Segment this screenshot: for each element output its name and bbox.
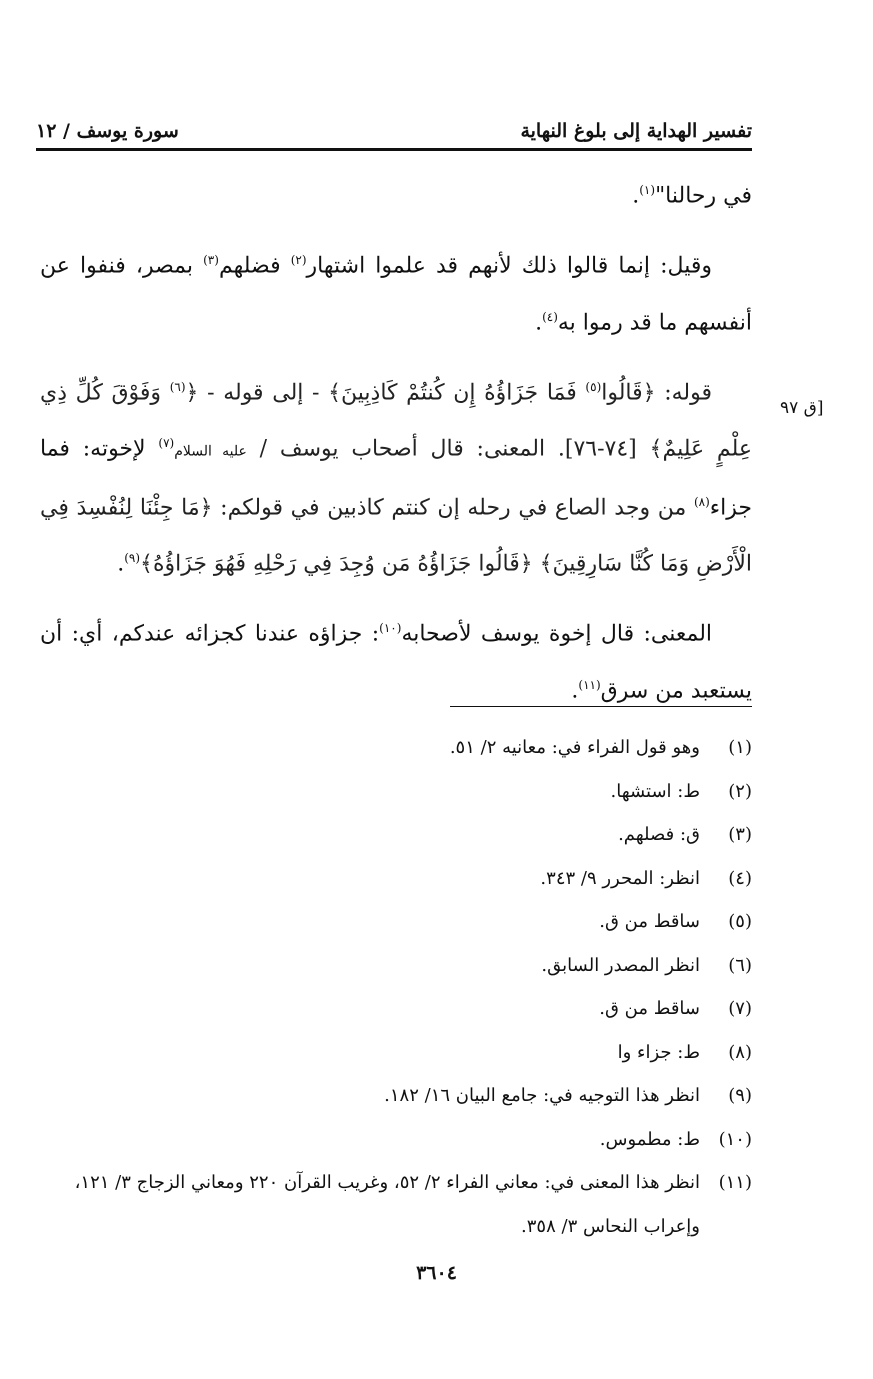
footnote — [40, 857, 752, 901]
honorific: عليه السلام — [174, 443, 247, 460]
text: وَفَوْقَ كُلِّ ذِي عِلْمٍ عَلِيمٌ﴾ [٧٤-٧٦]. المعنى: قال أصحاب يوسف / — [40, 380, 752, 462]
footnote — [40, 1074, 752, 1118]
footnote-text: ساقط من ق. — [599, 998, 700, 1019]
footnote-ref-7: (٧) — [158, 436, 175, 451]
footnote — [40, 1118, 752, 1162]
text: وقيل: إنما قالوا ذلك لأنهم قد علموا اشتهار — [306, 253, 712, 279]
text: لإخوته: فما جزاء — [40, 436, 752, 520]
text: المعنى: قال إخوة يوسف لأصحابه — [401, 621, 713, 647]
text: . — [117, 551, 125, 577]
surah-label: سورة يوسف / ١٢ — [36, 120, 179, 142]
footnote-ref-8: (٨) — [693, 494, 710, 509]
paragraph-1 — [40, 165, 752, 221]
footnote-ref-10: (١٠) — [379, 621, 402, 636]
text: قوله: ﴿قَالُوا — [601, 380, 712, 406]
footnote-text: انظر هذا المعنى في: معاني الفراء ٢/ ٥٢، وغريب القرآن ٢٢٠ ومعاني الزجاج ٣/ ١٢١، وإعراب النحاس ٣/ ٣٥٨. — [74, 1172, 700, 1237]
footnote-number: (٩) — [728, 1085, 752, 1106]
footnote — [40, 770, 752, 814]
running-header — [36, 110, 752, 142]
footnote-text: وهو قول الفراء في: معانيه ٢/ ٥١. — [449, 737, 700, 758]
footnote-ref-11: (١١) — [578, 677, 601, 692]
footnote-ref-3: (٣) — [203, 253, 219, 268]
footnote-number: (٨) — [728, 1041, 752, 1063]
text: . — [571, 677, 579, 703]
footnote-number: (١١) — [718, 1172, 752, 1193]
text: : جزاؤه عندنا كجزائه عندكم، أي: أن يستعبد من سرق — [40, 621, 752, 703]
footnote-number: (١) — [728, 737, 752, 758]
footnote-ref-6: (٦) — [169, 379, 186, 394]
text: فضلهم — [218, 253, 291, 279]
footnote — [40, 726, 752, 770]
footnote-text: ساقط من ق. — [599, 911, 700, 932]
footnote — [40, 1031, 752, 1075]
footnote-ref-5: (٥) — [585, 379, 602, 394]
header-rule — [36, 148, 752, 151]
footnote — [40, 1161, 752, 1248]
footnote — [40, 987, 752, 1031]
text: . — [535, 309, 543, 335]
footnote-text: ق: فصلهم. — [618, 824, 700, 845]
text: . — [632, 183, 640, 209]
footnote-text: ط: جزاء وا — [617, 1041, 700, 1063]
footnote-ref-4: (٤) — [542, 309, 558, 324]
footnote-text: انظر المصدر السابق. — [541, 954, 700, 976]
footnote-number: (٤) — [728, 867, 752, 889]
footnote-number: (٣) — [728, 824, 752, 845]
footnote-ref-9: (٩) — [124, 550, 141, 565]
footnote-text: انظر: المحرر ٩/ ٣٤٣. — [540, 867, 700, 889]
footnote-separator — [450, 706, 752, 707]
footnote — [40, 944, 752, 988]
footnote-ref-2: (٢) — [290, 253, 307, 268]
main-text — [40, 165, 752, 716]
book-title: تفسير الهداية إلى بلوغ النهاية — [520, 120, 752, 142]
text: في رحالنا" — [655, 183, 752, 209]
text: بمصر، فنفوا عن أنفسهم ما قد رموا به — [40, 253, 752, 335]
footnote-number: (٦) — [728, 954, 752, 976]
footnote-number: (٥) — [728, 911, 752, 932]
footnote-ref-1: (١) — [639, 183, 656, 197]
text: من وجد الصاع في رحله إن كنتم كاذبين في قولكم: ﴿مَا جِئْنَا لِنُفْسِدَ فِي الْأَرْضِ وَمَا كُنَّا سَارِقِينَ﴾ ﴿قَالُوا جَزَاؤُهُ مَن وُجِدَ فِي رَحْلِهِ فَهُوَ جَزَاؤُهُ﴾ — [40, 494, 752, 577]
paragraph-4 — [40, 603, 752, 716]
footnote-text: ط: مطموس. — [599, 1128, 700, 1150]
footnote-number: (١٠) — [718, 1128, 752, 1150]
text: فَمَا جَزَاؤُهُ إِن كُنتُمْ كَاذِبِينَ﴾ - إلى قوله - ﴿ — [185, 380, 586, 406]
footnote-number: (٢) — [728, 780, 752, 802]
footnote — [40, 900, 752, 944]
footnote — [40, 813, 752, 857]
paragraph-2 — [40, 235, 752, 348]
footnote-text: انظر هذا التوجيه في: جامع البيان ١٦/ ١٨٢. — [384, 1085, 700, 1106]
footnote-text: ط: استشها. — [610, 780, 700, 802]
footnote-number: (٧) — [728, 998, 752, 1019]
page-number: ٣٦٠٤ — [416, 1262, 457, 1284]
paragraph-3 — [40, 362, 752, 589]
footnotes — [40, 726, 752, 1248]
manuscript-margin-note: [ق ٩٧ — [780, 398, 824, 418]
